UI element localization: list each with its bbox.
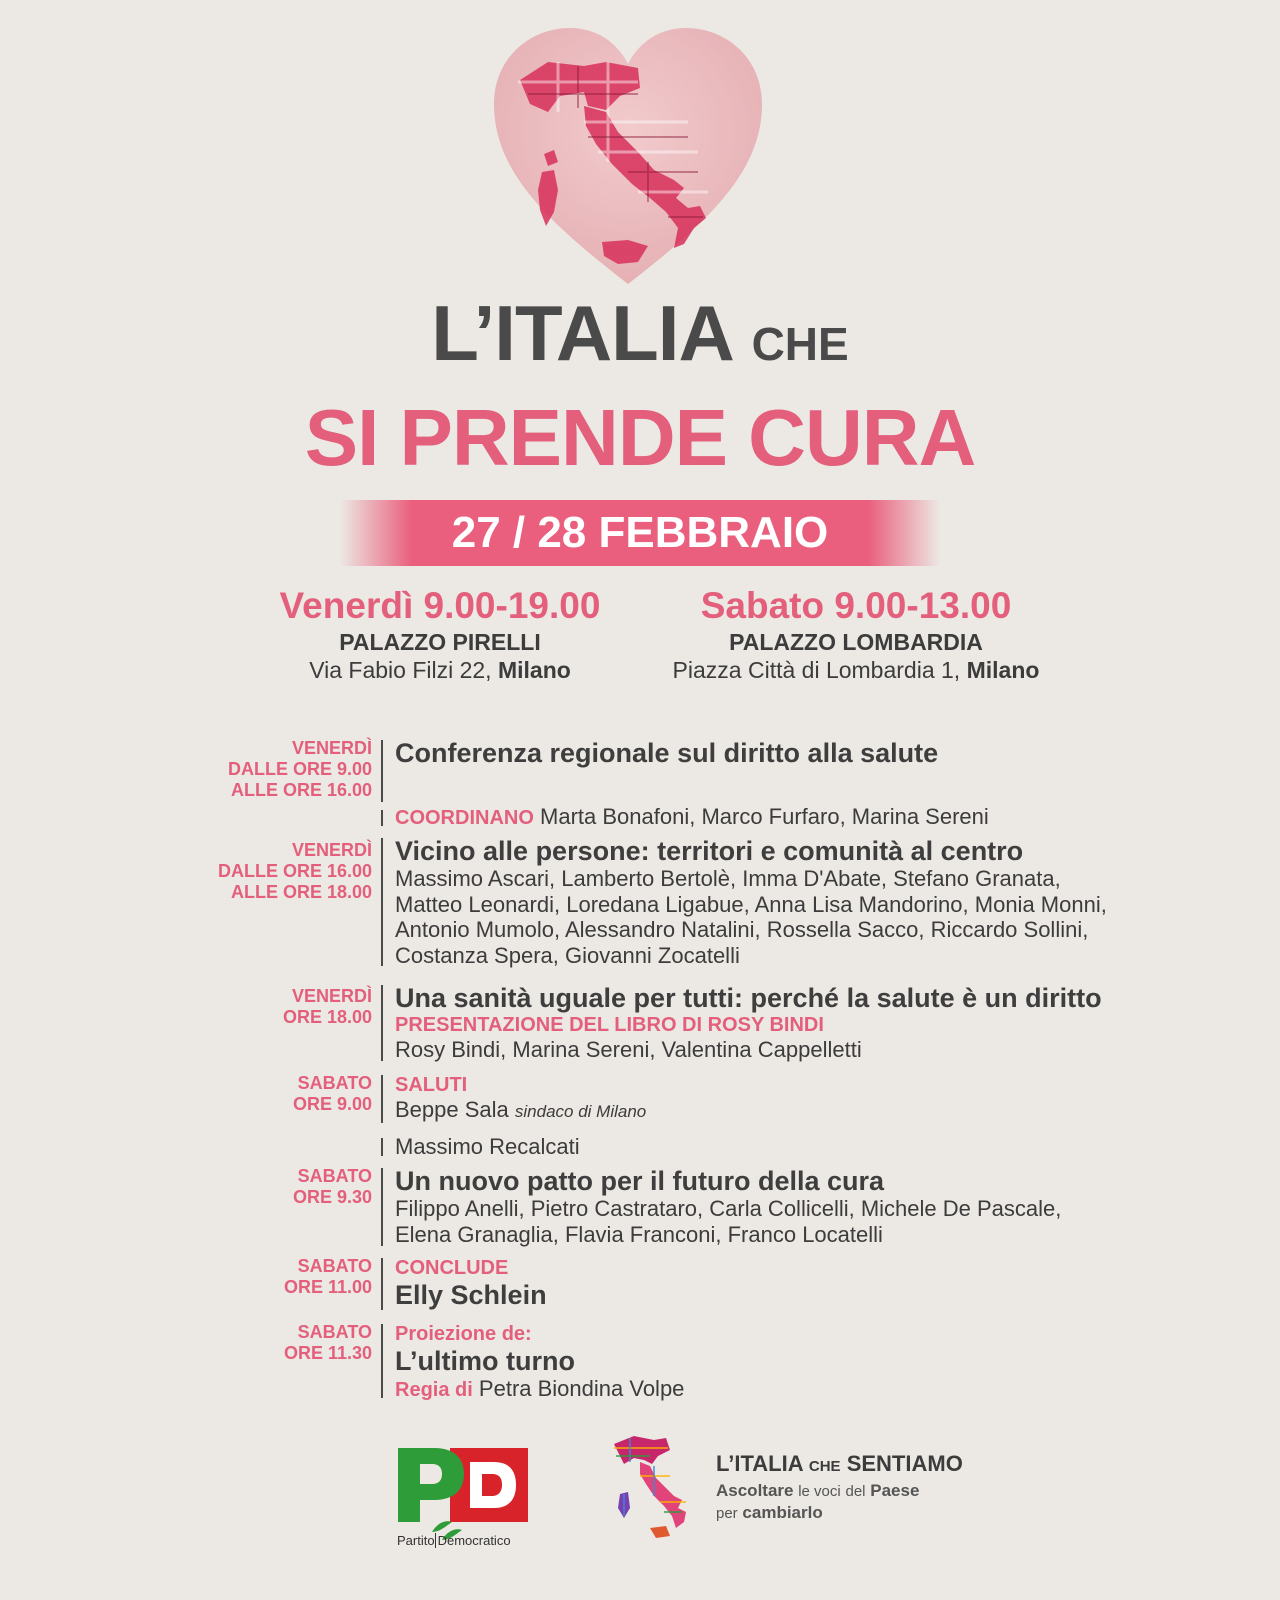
divider [381,1138,383,1156]
sentiamo-logo-text: L’ITALIA CHE SENTIAMO Ascoltare le voci del Paese per cambiarlo [716,1451,963,1522]
program-title: L’ultimo turno [395,1346,575,1376]
heart-italy-illustration [488,22,768,292]
page-subtitle: SI PRENDE CURA [304,393,976,482]
speaker-list: Elena Granaglia, Flavia Franconi, Franco Locatelli [395,1221,883,1247]
venue-friday [210,584,670,684]
divider [381,810,383,826]
program-title: Un nuovo patto per il futuro della cura [395,1166,885,1196]
divider [381,1075,383,1123]
speaker-role: sindaco di Milano [514,1102,647,1121]
venue-day: Sabato 9.00-13.00 [700,585,1012,626]
speaker-list: Massimo Ascari, Lamberto Bertolè, Imma D'Abate, Stefano Granata, [395,866,1061,891]
venue-saturday [626,584,1086,684]
venue-day: Venerdì 9.00-19.00 [279,585,601,626]
director-name: Petra Biondina Volpe [478,1376,685,1401]
venue-address: Piazza Città di Lombardia 1, Milano [672,657,1040,683]
director-label: Regia di [395,1379,473,1401]
title-part1: L’ITALIA [431,289,731,377]
program-title: Conferenza regionale sul diritto alla salute [395,738,939,768]
venue-city: Milano [966,657,1040,683]
program-kicker: PRESENTAZIONE DEL LIBRO DI ROSY BINDI [395,1014,824,1036]
program-time: SABATO ORE 9.30 [292,1166,372,1207]
program-kicker: Proiezione de: [395,1323,532,1345]
divider [381,1258,383,1310]
speaker-list: Rosy Bindi, Marina Sereni, Valentina Cappelletti [395,1037,862,1062]
program-time: SABATO ORE 11.00 [283,1256,372,1297]
program-kicker: CONCLUDE [395,1257,509,1279]
program-time: SABATO ORE 9.00 [292,1073,372,1114]
italy-map-logo-icon [610,1436,690,1540]
program-time: VENERDÌ DALLE ORE 16.00 ALLE ORE 18.00 [217,840,372,902]
program-kicker: SALUTI [395,1074,468,1096]
title-part2: CHE [751,318,849,370]
speaker-name: Beppe Sala [395,1097,509,1122]
divider [381,1324,383,1398]
coordinators-names: Marta Bonafoni, Marco Furfaro, Marina Sereni [540,804,989,829]
program-time: VENERDÌ ORE 18.00 [282,986,372,1027]
date-banner: 27 / 28 FEBBRAIO [340,500,940,566]
venue-city: Milano [497,657,571,683]
speaker-list: Antonio Mumolo, Alessandro Natalini, Rossella Sacco, Riccardo Sollini, [395,917,1089,942]
program-title: Una sanità uguale per tutti: perché la salute è un diritto [395,983,1102,1013]
program-title: Vicino alle persone: territori e comunità al centro [395,836,1024,866]
divider [381,838,383,966]
program-title: Elly Schlein [395,1280,547,1310]
divider [381,985,383,1061]
speaker-list: Costanza Spera, Giovanni Zocatelli [395,942,740,968]
coordinators-label: COORDINANO [395,807,534,829]
venue-place: PALAZZO LOMBARDIA [729,629,983,655]
venue-address: Via Fabio Filzi 22, Milano [309,657,571,683]
page-title [0,288,1280,379]
pd-logo-caption: Partito Democratico [397,1533,511,1548]
program-time: SABATO ORE 11.30 [283,1322,372,1363]
venue-place: PALAZZO PIRELLI [339,629,541,655]
speaker-list: Filippo Anelli, Pietro Castrataro, Carla Collicelli, Michele De Pascale, [395,1196,1062,1221]
speaker-name: Massimo Recalcati [395,1134,580,1159]
divider [381,1168,383,1246]
program-time: VENERDÌ DALLE ORE 9.00 ALLE ORE 16.00 [227,738,372,800]
divider [381,740,383,802]
speaker-list: Matteo Leonardi, Loredana Ligabue, Anna Lisa Mandorino, Monia Monni, [395,891,1107,917]
